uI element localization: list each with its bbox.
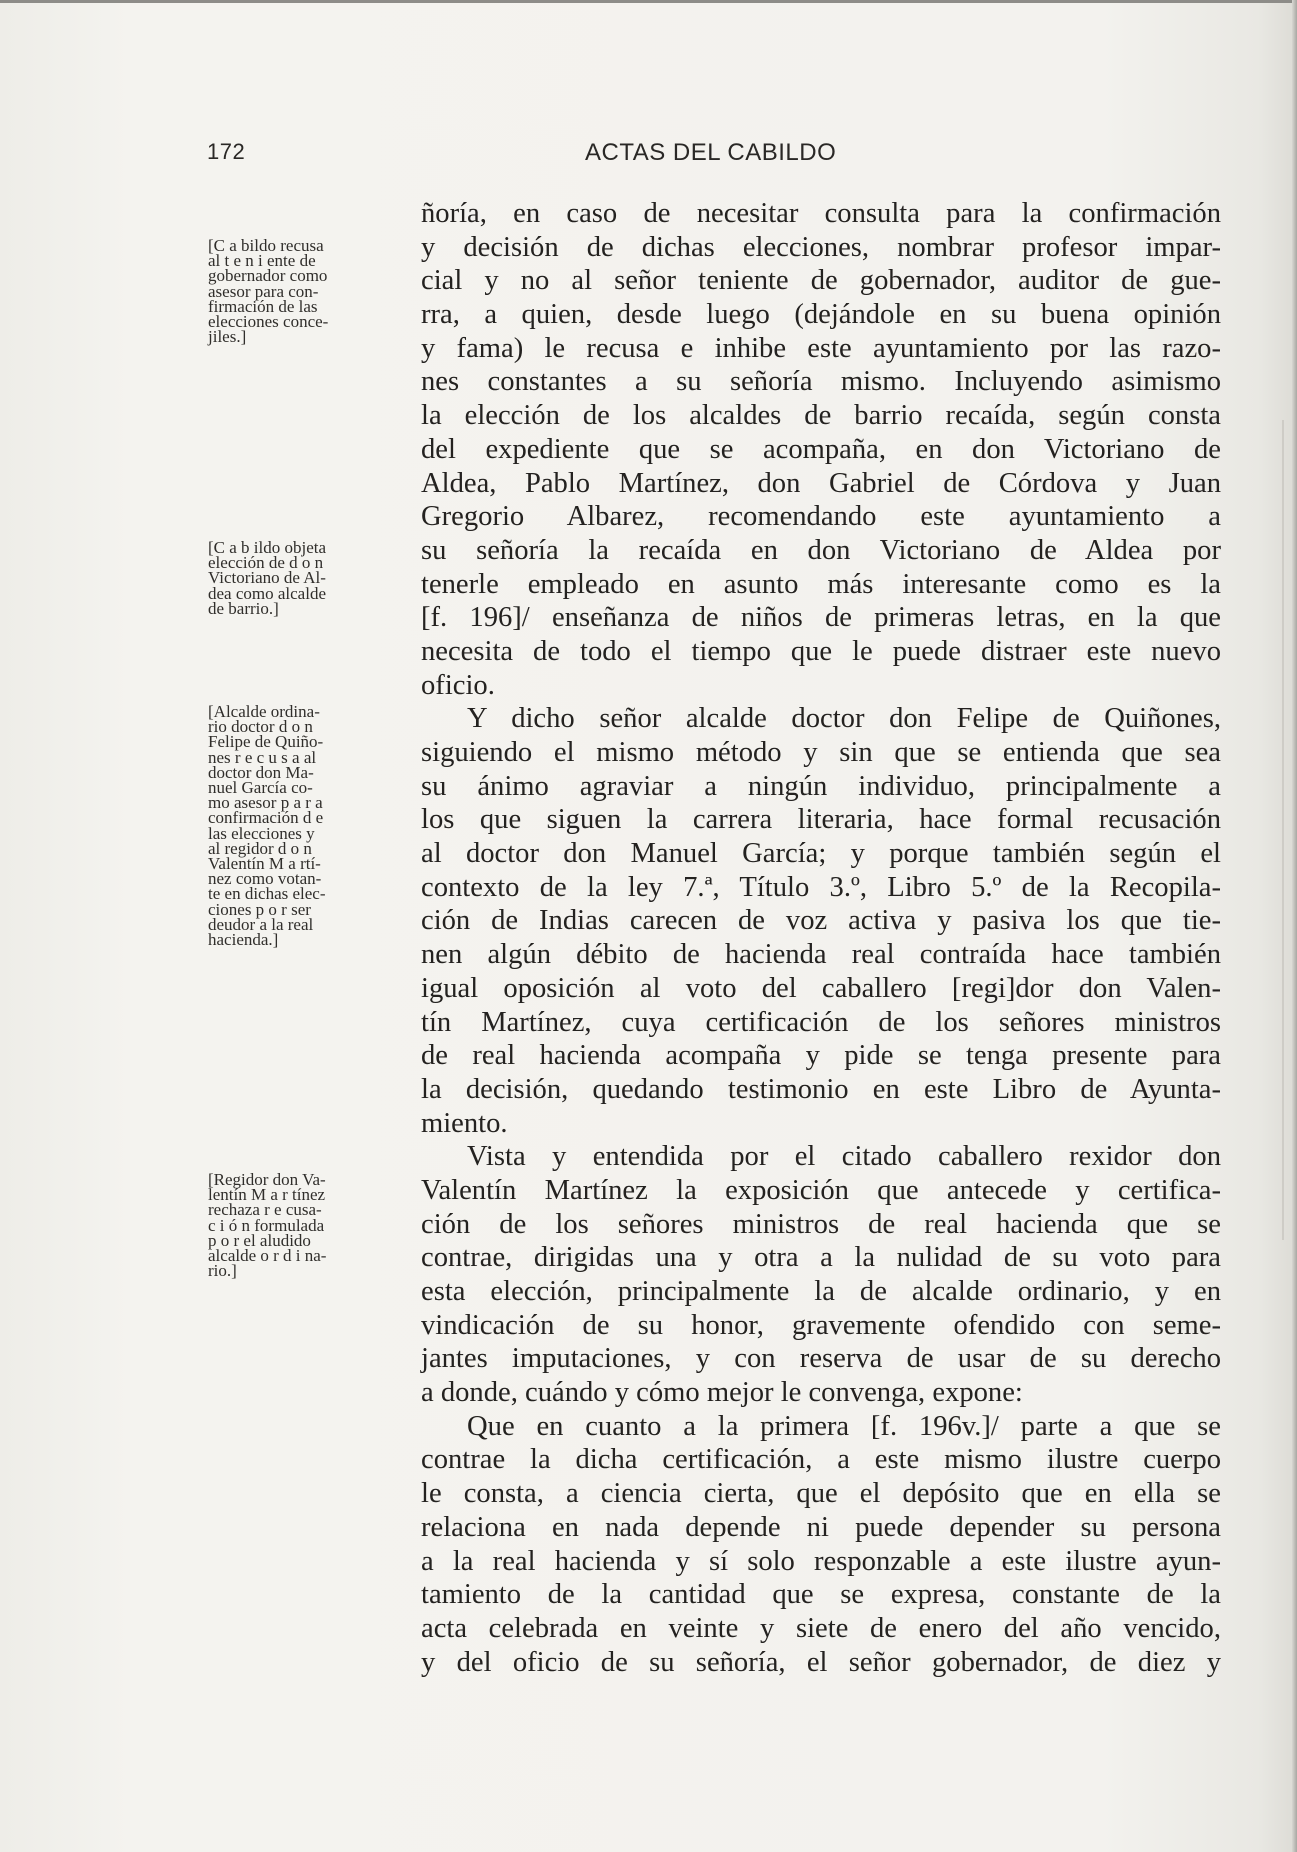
margin-note-line: [C a bildo recusa xyxy=(208,236,324,255)
body-line: y del oficio de su señoría, el señor gobernador, de diez y xyxy=(421,1646,1221,1678)
margin-note-line: mo asesor p a r a xyxy=(208,793,323,813)
margin-note-line: elecciones conce- xyxy=(208,312,329,332)
margin-note xyxy=(208,702,396,950)
body-line: tín Martínez, cuya certificación de los señores ministros xyxy=(421,1006,1221,1038)
margin-note-line: de barrio.] xyxy=(208,598,279,618)
margin-note-line: Valentín M a rtí- xyxy=(208,854,321,874)
body-line: del expediente que se acompaña, en don Victoriano de xyxy=(421,433,1221,465)
page-crease xyxy=(1282,420,1284,1240)
body-line: y fama) le recusa e inhibe este ayuntamiento por las razo- xyxy=(421,332,1221,364)
body-text xyxy=(421,197,1221,1679)
body-line: relaciona en nada depende ni puede depender su persona xyxy=(421,1511,1221,1543)
body-line: miento. xyxy=(421,1107,508,1139)
margin-note-line: firmación de las xyxy=(208,296,318,316)
body-line: Y dicho señor alcalde doctor don Felipe de Quiñones, xyxy=(467,703,1221,735)
margin-note xyxy=(208,540,396,616)
margin-note-line: confirmación d e xyxy=(208,808,324,828)
margin-note-line: elección de d o n xyxy=(208,553,324,573)
page-right-edge xyxy=(1292,0,1297,1852)
margin-note-line: al regidor d o n xyxy=(208,838,312,858)
body-line: esta elección, principalmente la de alcalde ordinario, y en xyxy=(421,1276,1221,1307)
body-line: a la real hacienda y sí solo responzable a este ilustre ayun- xyxy=(421,1545,1221,1577)
margin-note-line: [Alcalde ordina- xyxy=(208,702,320,721)
body-line: Gregorio Albarez, recomendando este ayuntamiento a xyxy=(421,501,1221,533)
body-line: ción de los señores ministros de real hacienda que se xyxy=(421,1208,1221,1240)
body-line: a donde, cuándo y cómo mejor le convenga, expone: xyxy=(421,1377,1023,1409)
body-line: Valentín Martínez la exposición que antecede y certifica- xyxy=(421,1174,1221,1206)
body-line: igual oposición al voto del caballero [regi]dor don Valen- xyxy=(421,972,1221,1004)
body-line: rra, a quien, desde luego (dejándole en su buena opinión xyxy=(421,299,1221,331)
body-line: y decisión de dichas elecciones, nombrar profesor impar- xyxy=(421,231,1221,263)
body-line: nen algún débito de hacienda real contraída hace también xyxy=(421,939,1221,971)
body-line: nes constantes a su señoría mismo. Incluyendo asimismo xyxy=(421,366,1221,398)
margin-note-line: las elecciones y xyxy=(208,823,315,843)
body-line: de real hacienda acompaña y pide se tenga presente para xyxy=(421,1040,1221,1072)
margin-note-line: deudor a la real xyxy=(208,914,314,934)
running-head: ACTAS DEL CABILDO xyxy=(585,139,837,166)
body-line: necesita de todo el tiempo que le puede distraer este nuevo xyxy=(421,635,1221,667)
margin-note-line: ciones p o r ser xyxy=(208,899,311,919)
margin-note-line: gobernador como xyxy=(208,266,328,286)
body-line: Aldea, Pablo Martínez, don Gabriel de Córdova y Juan xyxy=(421,467,1221,499)
body-line: contrae la dicha certificación, a este mismo ilustre cuerpo xyxy=(421,1444,1221,1476)
body-line: vindicación de su honor, gravemente ofendido con seme- xyxy=(421,1309,1221,1341)
body-line: cial y no al señor teniente de gobernador, auditor de gue- xyxy=(421,265,1221,297)
body-line: siguiendo el mismo método y sin que se entienda que sea xyxy=(421,737,1221,768)
margin-note-line: nuel García co- xyxy=(208,778,313,798)
margin-note-line: Felipe de Quiño- xyxy=(208,732,324,752)
margin-note-line: al t e n i ente de xyxy=(208,251,316,271)
margin-note-line: c i ó n formulada xyxy=(208,1215,325,1235)
margin-note-line: nez como votan- xyxy=(208,869,322,889)
body-line: la elección de los alcaldes de barrio recaída, según consta xyxy=(421,400,1221,432)
page-top-edge xyxy=(0,0,1297,3)
margin-note-line: rio doctor d o n xyxy=(208,717,313,737)
margin-note-line: doctor don Ma- xyxy=(208,762,314,782)
margin-note-line: lentín M a r tínez xyxy=(208,1185,326,1205)
body-line: al doctor don Manuel García; y porque también según el xyxy=(421,838,1221,870)
margin-note-line: nes r e c u s a al xyxy=(208,747,317,767)
margin-note xyxy=(208,236,396,347)
margin-note-line: [C a b ildo objeta xyxy=(208,538,327,557)
margin-note-line: rio.] xyxy=(208,1261,237,1281)
body-line: ñoría, en caso de necesitar consulta para la confirmación xyxy=(421,198,1221,229)
body-line: ción de Indias carecen de voz activa y pasiva los que tie- xyxy=(421,905,1221,937)
page-header xyxy=(207,139,857,175)
margin-note-line: Victoriano de Al- xyxy=(208,568,326,588)
margin-note-line: alcalde o r d i na- xyxy=(208,1246,327,1266)
margin-note-line: [Regidor don Va- xyxy=(208,1170,326,1189)
margin-note-line: jiles.] xyxy=(208,327,247,347)
body-line: la decisión, quedando testimonio en este Libro de Ayunta- xyxy=(421,1073,1221,1105)
body-line: contrae, dirigidas una y otra a la nulidad de su voto para xyxy=(421,1242,1221,1274)
margin-note xyxy=(208,1170,396,1281)
body-line: tamiento de la cantidad que se expresa, constante de la xyxy=(421,1579,1221,1611)
body-line: contexto de la ley 7.ª, Título 3.º, Libro 5.º de la Recopila- xyxy=(421,871,1221,903)
body-line: Que en cuanto a la primera [f. 196v.]/ parte a que se xyxy=(467,1410,1221,1442)
body-line: jantes imputaciones, y con reserva de usar de su derecho xyxy=(421,1343,1221,1375)
margin-note-line: te en dichas elec- xyxy=(208,884,326,904)
body-line: le consta, a ciencia cierta, que el depósito que en ella se xyxy=(421,1478,1221,1510)
margin-note-line: dea como alcalde xyxy=(208,583,326,603)
body-line: [f. 196]/ enseñanza de niños de primeras letras, en la que xyxy=(421,602,1221,634)
margin-note-line: asesor para con- xyxy=(208,281,319,301)
margin-note-line: rechaza r e cusa- xyxy=(208,1200,322,1220)
body-line: los que siguen la carrera literaria, hace formal recusación xyxy=(421,804,1221,836)
margin-note-line: hacienda.] xyxy=(208,930,279,950)
page-number: 172 xyxy=(207,139,246,164)
body-line: su señoría la recaída en don Victoriano de Aldea por xyxy=(421,534,1221,566)
body-line: Vista y entendida por el citado caballero rexidor don xyxy=(467,1141,1221,1173)
margin-note-line: p o r el aludido xyxy=(208,1230,311,1250)
body-line: oficio. xyxy=(421,669,495,701)
body-line: acta celebrada en veinte y siete de enero del año vencido, xyxy=(421,1612,1221,1644)
body-line: su ánimo agraviar a ningún individuo, principalmente a xyxy=(421,770,1221,802)
body-line: tenerle empleado en asunto más interesante como es la xyxy=(421,568,1221,600)
